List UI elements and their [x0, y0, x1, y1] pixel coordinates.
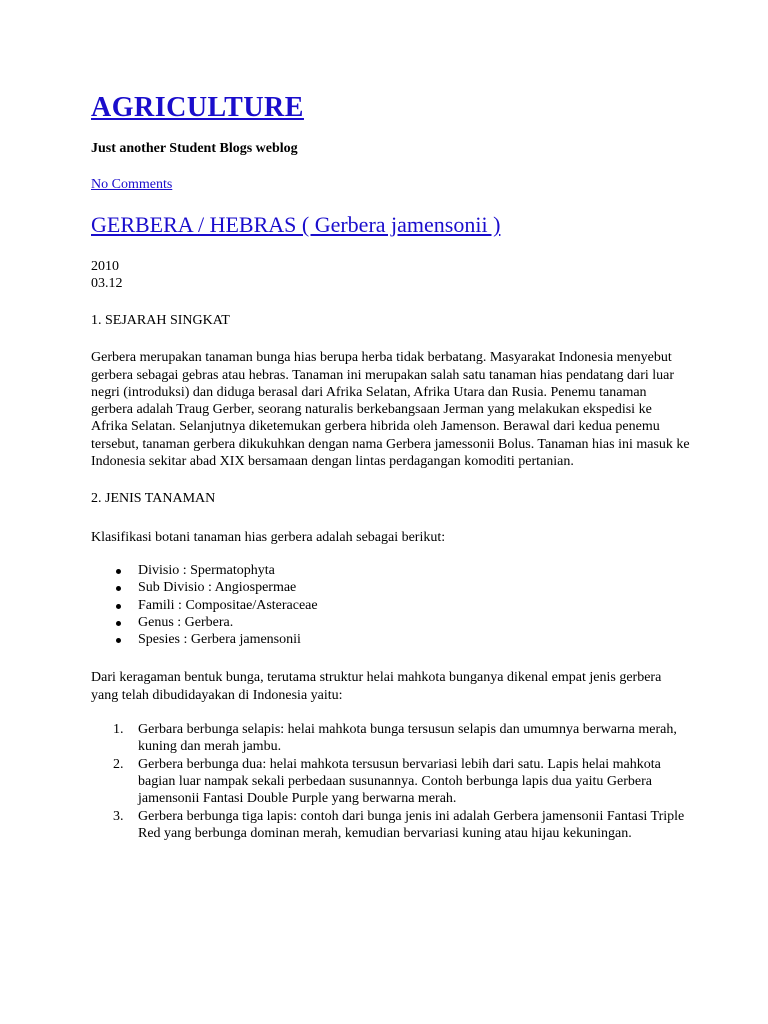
list-item: Gerbara berbunga selapis: helai mahkota bunga tersusun selapis dan umumnya berwarna merah, kuning dan merah jambu. [138, 722, 677, 755]
list-item: Sub Divisio : Angiospermae [138, 579, 691, 596]
post-date-year: 2010 [91, 259, 119, 274]
post-date [91, 258, 691, 292]
list-item: Gerbera berbunga tiga lapis: contoh dari bunga jenis ini adalah Gerbera jamensonii Fantasi Triple Red yang berbunga dominan merah, kemudian bervariasi kuning atau hijau kekuningan. [138, 808, 685, 841]
site-tagline: Just another Student Blogs weblog [91, 141, 298, 156]
list-item: Genus : Gerbera. [138, 614, 691, 631]
list-item: Gerbera berbunga dua: helai mahkota tersusun bervariasi lebih dari satu. Lapis helai mahkota bagian luar nampak sekali perbedaan susunannya. Contoh berbunga lapis dua yaitu Gerbera jamensonii Fantasi Double Purple yang berwarna merah. [138, 756, 661, 807]
types-list [91, 721, 691, 842]
classification-intro: Klasifikasi botani tanaman hias gerbera adalah sebagai berikut: [91, 529, 446, 545]
post-title-link[interactable]: GERBERA / HEBRAS ( Gerbera jamensonii ) [91, 212, 501, 237]
types-intro: Dari keragaman bentuk bunga, terutama struktur helai mahkota bunganya dikenal empat jenis gerbera yang telah dibudidayakan di Indonesia yaitu: [91, 670, 662, 703]
taxonomy-list [91, 562, 691, 648]
list-item: Spesies : Gerbera jamensonii [138, 631, 691, 648]
blog-page [91, 88, 691, 842]
list-item: Famili : Compositae/Asteraceae [138, 597, 691, 614]
section-heading-types: 2. JENIS TANAMAN [91, 491, 216, 507]
section-heading-history: 1. SEJARAH SINGKAT [91, 313, 230, 328]
history-paragraph: Gerbera merupakan tanaman bunga hias berupa herba tidak berbatang. Masyarakat Indonesia menyebut gerbera sebagai gebras atau hebras. Tanaman ini merupakan salah satu tanaman hias pendatang dari luar negri (introduksi) dan diduga berasal dari Afrika Selatan, Afrika Utara dan Rusia. Penemu tanaman gerbera adalah Traug Gerber, seorang naturalis berkebangsaan Jerman yang melakukan ekspedisi ke Afrika Selatan. Selanjutnya diketemukan gerbera hibrida oleh Jamenson. Berawal dari kedua penemu tersebut, tanaman gerbera dikukuhkan dengan nama Gerbera jamessonii Bolus. Tanaman hias ini masuk ke Indonesia sekitar abad XIX bersamaan dengan lintas perdagangan komoditi pertanian. [91, 350, 690, 470]
site-title-link[interactable]: AGRICULTURE [91, 92, 304, 123]
comments-link[interactable]: No Comments [91, 177, 173, 192]
list-item: Divisio : Spermatophyta [138, 562, 691, 579]
post-date-day: 03.12 [91, 276, 123, 291]
